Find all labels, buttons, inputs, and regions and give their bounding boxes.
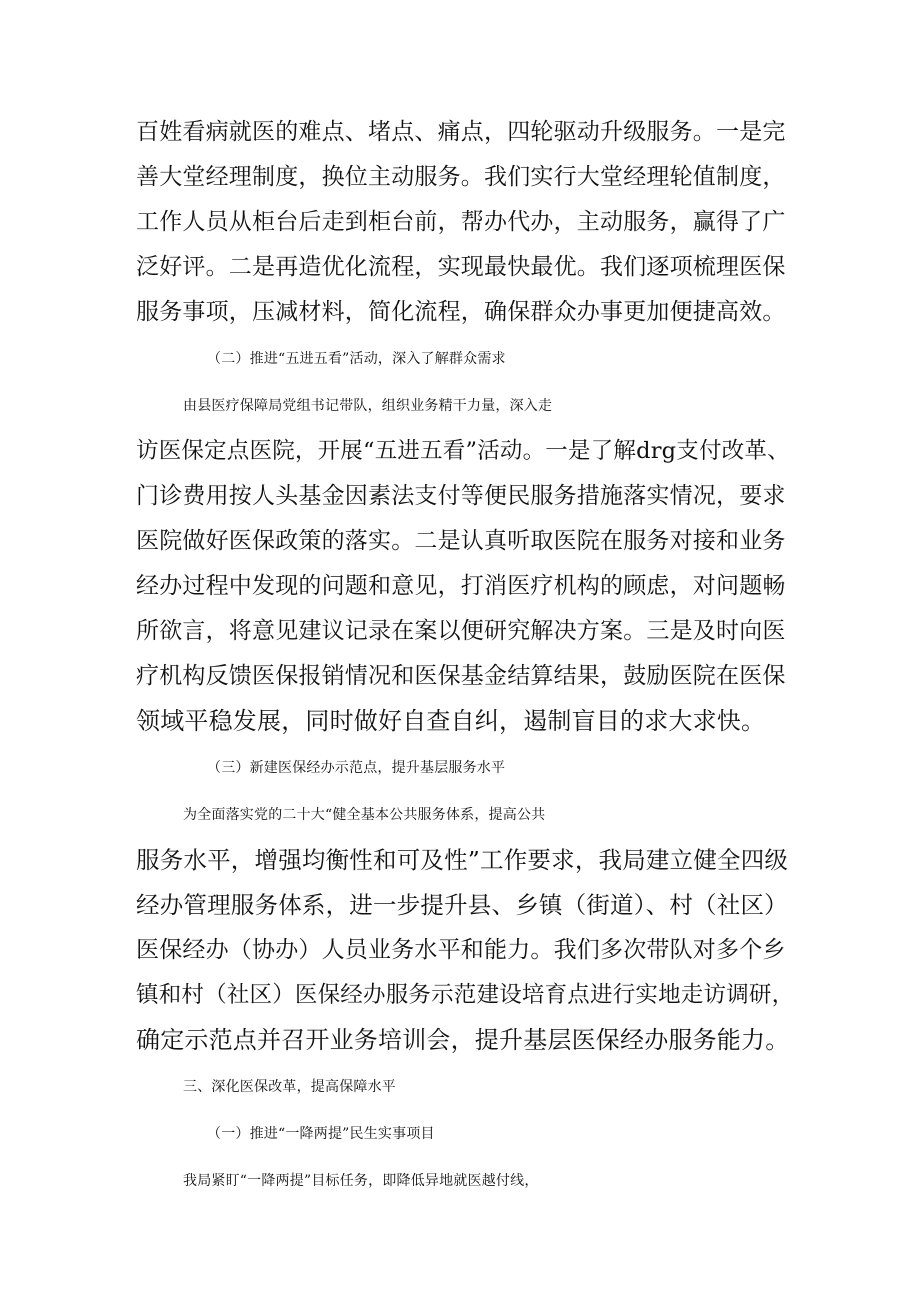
paragraph-line: 百姓看病就医的难点、堵点、痛点，四轮驱动升级服务。一是完 bbox=[136, 119, 786, 145]
section-heading-1: （一）推进“一降两提”民生实事项目 bbox=[207, 1126, 435, 1142]
paragraph-line: 服务水平，增强均衡性和可及性”工作要求，我局建立健全四级 bbox=[136, 846, 789, 874]
paragraph-line: 确定示范点并召开业务培训会，提升基层医保经办服务能力。 bbox=[136, 1026, 790, 1054]
chapter-heading: 三、深化医保改革，提高保障水平 bbox=[183, 1079, 396, 1095]
paragraph-line: 服务事项，压减材料，简化流程，确保群众办事更加便捷高效。 bbox=[136, 299, 786, 325]
paragraph-line: 经办过程中发现的问题和意见，打消医疗机构的顾虑，对问题畅 bbox=[136, 573, 786, 599]
paragraph-line: 门诊费用按人头基金因素法支付等便民服务措施落实情况，要求 bbox=[136, 483, 786, 509]
paragraph-line: 医院做好医保政策的落实。二是认真听取医院在服务对接和业务 bbox=[136, 528, 786, 554]
section-heading-2: （二）推进“五进五看”活动，深入了解群众需求 bbox=[207, 351, 506, 367]
paragraph-line: 镇和村（社区）医保经办服务示范建设培育点进行实地走访调研， bbox=[136, 982, 795, 1008]
paragraph-line: 所欲言，将意见建议记录在案以便研究解决方案。三是及时向医 bbox=[136, 618, 786, 644]
paragraph-line: 我局紧盯“一降两提”目标任务，即降低异地就医越付线， bbox=[183, 1173, 539, 1189]
paragraph-line: 泛好评。二是再造优化流程，实现最快最优。我们逐项梳理医保 bbox=[136, 254, 786, 280]
paragraph-line: 由县医疗保障局党组书记带队，组织业务精干力量，深入走 bbox=[183, 398, 553, 414]
section-heading-3: （三）新建医保经办示范点，提升基层服务水平 bbox=[207, 760, 506, 776]
paragraph-line: 疗机构反馈医保报销情况和医保基金结算结果，鼓励医院在医保 bbox=[136, 663, 786, 689]
paragraph-line: 善大堂经理制度，换位主动服务。我们实行大堂经理轮值制度， bbox=[136, 164, 786, 190]
paragraph-line: 工作人员从柜台后走到柜台前，帮办代办，主动服务，赢得了广 bbox=[136, 209, 786, 235]
paragraph-line: 访医保定点医院，开展“五进五看”活动。一是了解drg支付改革、 bbox=[136, 438, 790, 464]
paragraph-line: 领域平稳发展，同时做好自查自纠，遏制盲目的求大求快。 bbox=[136, 707, 766, 735]
paragraph-line: 医保经办（协办）人员业务水平和能力。我们多次带队对多个乡 bbox=[136, 937, 786, 963]
paragraph-line: 为全面落实党的二十大“健全基本公共服务体系，提高公共 bbox=[183, 807, 546, 823]
paragraph-line: 经办管理服务体系，进一步提升县、乡镇（街道）、村（社区） bbox=[136, 891, 788, 919]
